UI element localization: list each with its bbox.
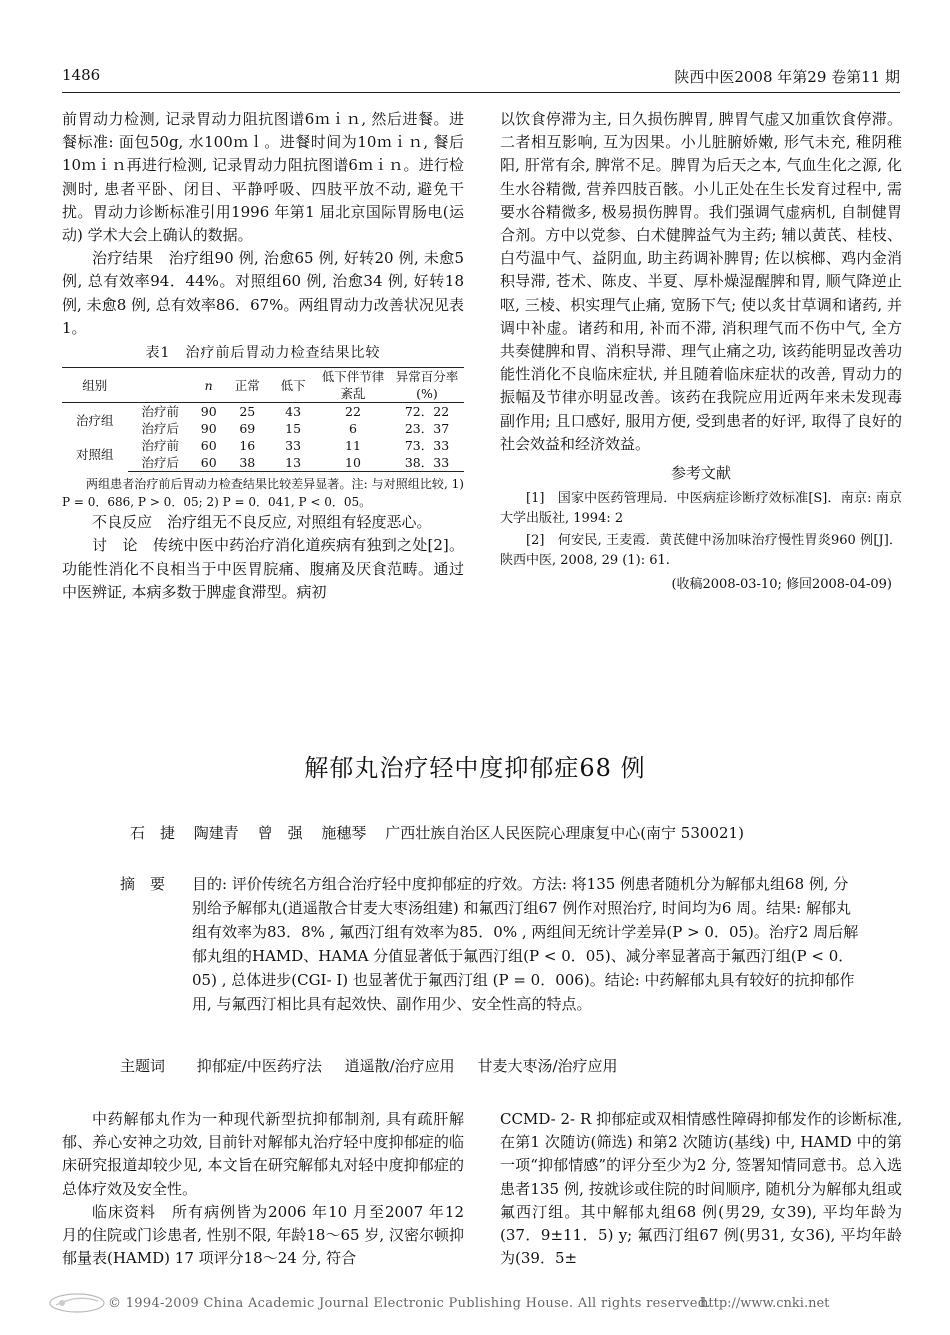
references-title: 参考文献 — [670, 464, 731, 483]
upper-right-column — [500, 108, 902, 596]
copyright-text: © 1994-2009 China Academic Journal Electronic Publishing House. All rights reserved. — [108, 1296, 711, 1311]
affiliation: 广西壮族自治区人民医院心理康复中心(南宁 530021) — [385, 824, 744, 842]
group-name: 治疗组 — [75, 412, 114, 428]
group-name: 对照组 — [75, 446, 114, 462]
header-rule — [62, 92, 900, 93]
lower-left-column — [62, 1108, 464, 1270]
table-cell: 16 — [239, 438, 256, 454]
upper-left-column — [62, 108, 464, 604]
footer-url[interactable]: http://www.cnki.net — [700, 1296, 830, 1311]
author-line — [130, 822, 758, 843]
results-paragraph: 治疗结果 治疗组90 例, 治愈65 例, 好转20 例, 未愈5 例, 总有效率94．44%。对照组60 例, 治愈34 例, 好转18 例, 未愈8 例, 总有效率86．67%。两组胃动力改善状况见表1。 — [62, 249, 464, 337]
table-cell: 73．33 — [404, 438, 450, 454]
table-cell: 6 — [349, 421, 357, 437]
footer — [0, 1292, 950, 1320]
abstract-label: 摘 要 — [120, 875, 166, 893]
intro-paragraph: 中药解郁丸作为一种现代新型抗抑郁制剂, 具有疏肝解郁、养心安神之功效, 目前针对解郁丸治疗轻中度抑郁症的临床研究报道却较少见, 本文旨在研究解郁丸对轻中度抑郁症的总体疗效及安全性。 — [62, 1110, 464, 1198]
references-list — [500, 489, 902, 571]
clinical-data-paragraph: 临床资料 所有病例皆为2006 年10 月至2007 年12 月的住院或门诊患者, 性别不限, 年龄18～65 岁, 汉密尔顿抑郁量表(HAMD) 17 项评分18～24 分, 符合 — [62, 1202, 464, 1268]
keywords-label: 主题词 — [120, 1057, 166, 1075]
keywords-line — [120, 1055, 636, 1076]
journal-issue: 陕西中医2008 年第29 卷第11 期 — [674, 68, 900, 86]
adverse-reaction-paragraph: 不良反应 治疗组无不良反应, 对照组有轻度恶心。 — [92, 513, 432, 532]
table-cell: 43 — [285, 404, 302, 420]
table-header: 低下 — [270, 368, 316, 403]
table-cell: 38 — [224, 454, 270, 472]
cnki-logo-icon — [48, 1292, 106, 1314]
table-cell: 72．22 — [404, 404, 450, 420]
table-header: 正常 — [224, 368, 270, 403]
table-header: 低下伴节律紊乱 — [316, 368, 390, 403]
table-cell: 11 — [345, 438, 361, 454]
table-title: 表1 治疗前后胃动力检查结果比较 — [145, 345, 381, 362]
table-header — [128, 368, 194, 403]
reference-item: [2] 何安民, 王麦霞．黄芪健中汤加味治疗慢性胃炎960 例[J]．陕西中医, 2008, 29 (1): 61. — [500, 533, 902, 569]
table-cell: 治疗前 — [141, 438, 179, 454]
table-note: 两组患者治疗前后胃动力检查结果比较差异显著。注: 与对照组比较, 1) P = 0．686, P > 0．05; 2) P = 0．041, P < 0．05。 — [62, 477, 464, 510]
table-cell: 治疗后 — [128, 454, 194, 472]
author-name: 陶建青 — [193, 824, 239, 842]
table-row — [62, 437, 464, 454]
keyword: 抑郁症/中医药疗法 — [196, 1057, 322, 1075]
table-cell: 13 — [270, 454, 316, 472]
table-cell: 69 — [239, 421, 256, 437]
results-table — [62, 367, 464, 472]
table-cell: 38．33 — [390, 454, 464, 472]
reference-item: [1] 国家中医药管理局．中医病症诊断疗效标准[S]．南京: 南京大学出版社, 1994: 2 — [500, 491, 902, 527]
table-cell: 22 — [345, 404, 361, 420]
discussion-paragraph: 讨 论 传统中医中药治疗消化道疾病有独到之处[2]。功能性消化不良相当于中医胃脘痛、腹痛及厌食范畴。通过中医辨证, 本病多数于脾虚食滞型。病初 — [62, 536, 464, 601]
discussion-continued: 以饮食停滞为主, 日久损伤脾胃, 脾胃气虚又加重饮食停滞。二者相互影响, 互为因果。小儿脏腑娇嫩, 形气未充, 稚阴稚阳, 肝常有余, 脾常不足。脾胃为后天之本, 气血生化之源, 化生水谷精微, 营养四肢百骸。小儿正处在生长发育过程中, 需要水谷精微多, 极易损伤脾胃。我们强调气虚病机, 自制健胃合剂。方中以党参、白术健脾益气为主药; 辅以黄芪、桂枝、白芍温中气、益阴血, 助主药调补脾胃; 佐以槟榔、鸡内金消积导滞, 苍术、陈皮、半夏、厚朴燥湿醒脾和胃, 顺气降逆止呕, 三棱、枳实理气止痛, 宽肠下气; 使以炙甘草调和诸药, 并调中补虚。诸药和用, 补而不滞, 消积理气而不伤中气, 全方共奏健脾和胃、消积导滞、理气止痛之功, 该药能明显改善功能性消化不良临床症状, 并且随着临床症状的改善, 胃动力的振幅及节律亦明显改善。该药在我院应用近两年来未发现毒副作用; 且口感好, 服用方便, 受到患者的好评, 取得了良好的社会效益和经济效益。 — [500, 110, 902, 453]
page-header — [62, 62, 900, 92]
article-title: 解郁丸治疗轻中度抑郁症68 例 — [304, 754, 646, 782]
author-name: 施穗琴 — [321, 824, 367, 842]
criteria-paragraph: CCMD- 2- R 抑郁症或双相情感性障碍抑郁发作的诊断标准, 在第1 次随访(筛选) 和第2 次随访(基线) 中, HAMD 中的第一项“抑郁情感”的评分至少为2 分, 签署知情同意书。总入选患者135 例, 按就诊或住院的时间顺序, 随机分为解郁丸组或氟西汀组。其中解郁丸组68 例(男29, 女39), 平均年龄为(37．9±11．5) y; 氟西汀组67 例(男31, 女36), 平均年龄为(39．5± — [500, 1110, 902, 1268]
table-cell: 60 — [200, 438, 217, 454]
keyword: 甘麦大枣汤/治疗应用 — [477, 1057, 618, 1075]
table-cell: 60 — [193, 454, 224, 472]
method-paragraph: 前胃动力检测, 记录胃动力阻抗图谱6ｍｉｎ, 然后进餐。进餐标准: 面包50g, 水100ｍｌ。进餐时间为10ｍｉｎ, 餐后10ｍｉｎ再进行检测, 记录胃动力阻抗图谱6ｍｉｎ。进行检测时, 患者平卧、闭目、平静呼吸、四肢平放不动, 避免干扰。胃动力诊断标准引用1996 年第1 届北京国际胃肠电(运动) 学术大会上确认的数据。 — [62, 110, 464, 245]
received-date: (收稿2008-03-10; 修回2008-04-09) — [671, 577, 892, 593]
table-header: n — [193, 368, 224, 403]
table-cell: 23．37 — [404, 421, 450, 437]
table-cell: 25 — [239, 404, 256, 420]
table-cell: 15 — [285, 421, 302, 437]
table-cell: 90 — [200, 404, 217, 420]
table-cell: 10 — [316, 454, 390, 472]
table-row — [62, 403, 464, 421]
table-cell: 治疗前 — [141, 404, 179, 420]
table-cell: 治疗后 — [141, 421, 179, 437]
author-name: 石 捷 — [130, 824, 176, 842]
keyword: 逍遥散/治疗应用 — [344, 1057, 455, 1075]
table-header: 异常百分率(%) — [390, 368, 464, 403]
author-name: 曾 强 — [257, 824, 303, 842]
page-number: 1486 — [62, 66, 101, 84]
table-cell: 33 — [285, 438, 302, 454]
abstract-block — [120, 872, 860, 1016]
table-cell: 90 — [200, 421, 217, 437]
lower-right-column — [500, 1108, 902, 1270]
abstract-text: 目的: 评价传统名方组合治疗轻中度抑郁症的疗效。方法: 将135 例患者随机分为解郁丸组68 例, 分别给予解郁丸(逍遥散合甘麦大枣汤组建) 和氟西汀组67 例作对照治疗, 时间均为6 周。结果: 解郁丸组有效率为83．8% , 氟西汀组有效率为85．0% , 两组间无统计学差异(P > 0．05)。治疗2 周后解郁丸组的HAMD、HAMA 分值显著低于氟西汀组(P < 0．05)、减分率显著高于氟西汀组(P < 0．05) , 总体进步(CGI- I) 也显著优于氟西汀组 (P = 0．006)。结论: 中药解郁丸具有较好的抗抑郁作用, 与氟西汀相比具有起效快、副作用少、安全性高的特点。 — [192, 875, 859, 1013]
table-header: 组别 — [62, 368, 128, 403]
